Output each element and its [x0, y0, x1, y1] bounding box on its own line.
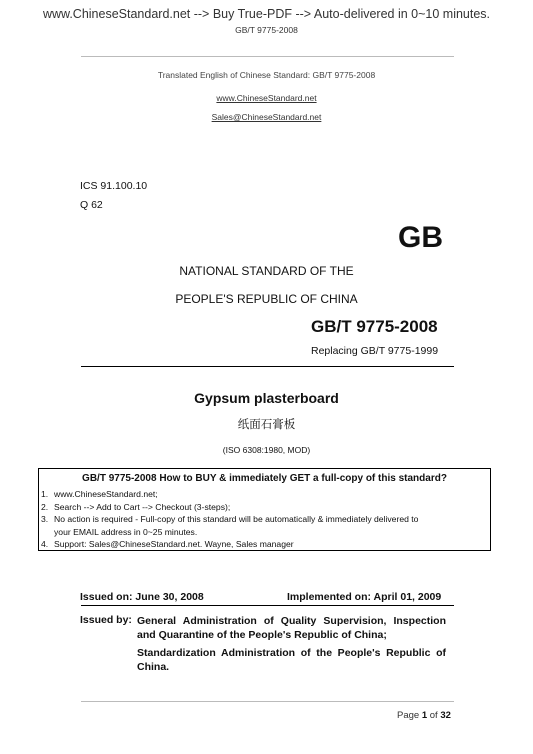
page-prefix: Page	[397, 710, 420, 721]
page-current: 1	[421, 710, 428, 721]
buy-steps-list	[41, 488, 418, 551]
ics-code: ICS 91.100.10	[80, 180, 148, 192]
list-item-number: 4.	[41, 539, 49, 550]
standard-number: GB/T 9775-2008	[311, 317, 438, 336]
gb-logo: GB	[398, 221, 443, 254]
list-item	[41, 526, 418, 539]
national-standard-line2: PEOPLE'S REPUBLIC OF CHINA	[175, 292, 358, 306]
document-title: Gypsum plasterboard	[194, 390, 339, 406]
list-item-number	[41, 526, 54, 539]
dates-divider	[81, 605, 454, 606]
email-link[interactable]: Sales@ChineseStandard.net	[211, 112, 322, 122]
list-item	[41, 538, 418, 551]
buy-info-title: GB/T 9775-2008 How to BUY & immediately GET a full-copy of this standard?	[82, 473, 447, 484]
header-divider	[81, 56, 454, 57]
page-indicator	[397, 710, 451, 721]
list-item-number: 2.	[41, 501, 49, 512]
issuer-aqsiq: General Administration of Quality Supervision, Inspection and Quarantine of the People's Republic of China;	[137, 615, 446, 641]
list-item-number: 3.	[41, 514, 49, 525]
title-divider	[81, 366, 454, 367]
ccs-code: Q 62	[80, 199, 103, 211]
list-item	[41, 488, 418, 501]
issued-by-label: Issued by:	[80, 614, 132, 626]
email-link-row	[0, 107, 533, 125]
document-title-chinese: 纸面石膏板	[237, 417, 296, 431]
issuer-sac: Standardization Administration of the People's Republic of China.	[137, 647, 446, 673]
buy-info-box	[38, 468, 491, 551]
page-of: of	[429, 710, 438, 721]
website-link-row	[0, 88, 533, 106]
list-item-text: No action is required - Full-copy of this standard will be automatically & immediately delivered to	[54, 514, 419, 525]
footer-divider	[81, 701, 454, 702]
iso-reference: (ISO 6308:1980, MOD)	[222, 445, 311, 455]
list-item-text: your EMAIL address in 0~25 minutes.	[54, 526, 198, 537]
list-item-text: Search --> Add to Cart --> Checkout (3-steps);	[54, 501, 231, 512]
list-item	[41, 501, 418, 514]
national-standard-line1: NATIONAL STANDARD OF THE	[179, 264, 354, 278]
header-standard-code: GB/T 9775-2008	[235, 25, 298, 35]
header-banner: www.ChineseStandard.net --> Buy True-PDF --> Auto-delivered in 0~10 minutes.	[42, 7, 491, 21]
issued-date: Issued on: June 30, 2008	[80, 591, 204, 603]
list-item-text: Support: Sales@ChineseStandard.net. Wayne, Sales manager	[54, 539, 294, 550]
implemented-date: Implemented on: April 01, 2009	[287, 591, 442, 603]
list-item-text: www.ChineseStandard.net;	[54, 489, 158, 499]
website-link[interactable]: www.ChineseStandard.net	[216, 93, 317, 103]
replacing-note: Replacing GB/T 9775-1999	[311, 345, 439, 357]
translation-note: Translated English of Chinese Standard: GB/T 9775-2008	[157, 70, 376, 80]
list-item-number: 1.	[41, 489, 49, 499]
list-item	[41, 513, 418, 526]
page-total: 32	[440, 710, 451, 721]
